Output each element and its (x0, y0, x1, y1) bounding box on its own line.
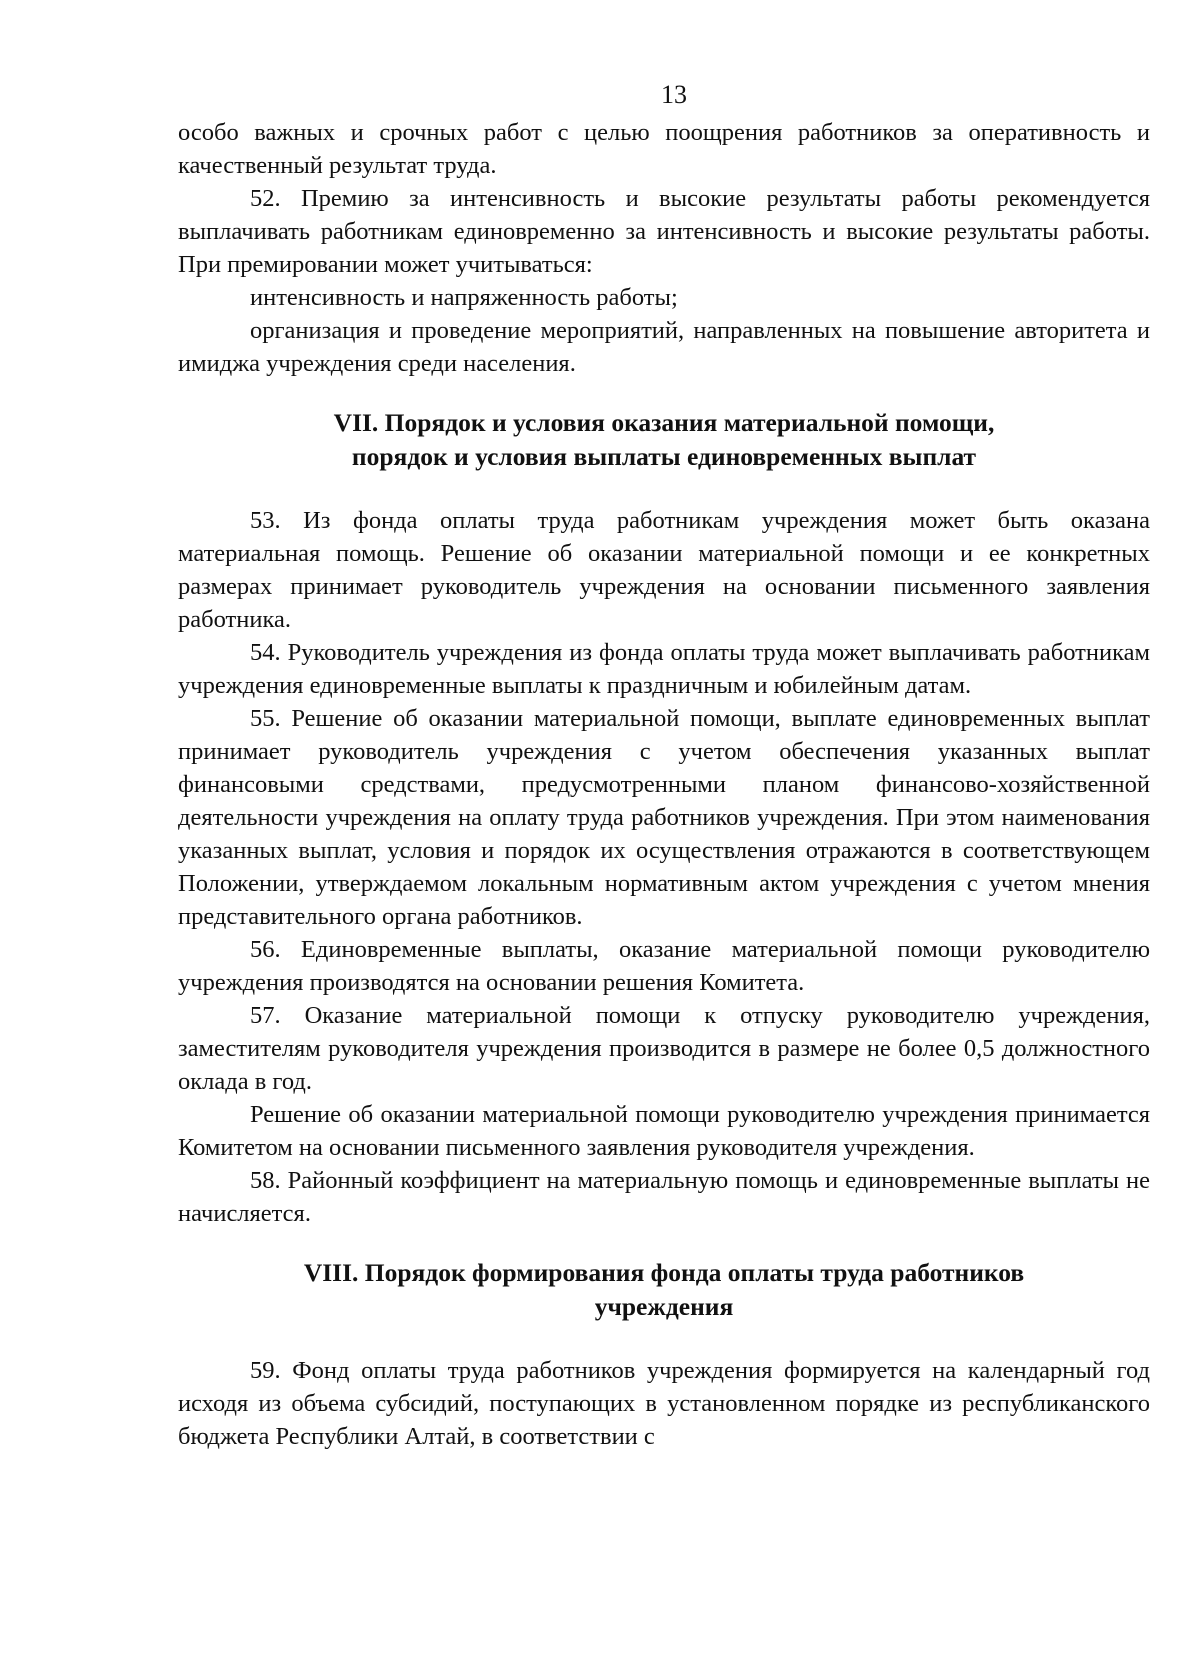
page-number: 13 (661, 80, 687, 109)
paragraph-54: 54. Руководитель учреждения из фонда оплаты труда может выплачивать работникам учреждения единовременные выплаты к праздничным и юбилейным датам. (178, 639, 1150, 699)
section-heading-viii (178, 1256, 1150, 1324)
paragraph-continuation: особо важных и срочных работ с целью поощрения работников за оперативность и качественный результат труда. (178, 119, 1150, 179)
section-heading-vii (178, 406, 1150, 474)
paragraph-56: 56. Единовременные выплаты, оказание материальной помощи руководителю учреждения производятся на основании решения Комитета. (178, 936, 1150, 996)
paragraph-58: 58. Районный коэффициент на материальную помощь и единовременные выплаты не начисляется. (178, 1167, 1150, 1227)
section-heading-viii-line-1: VIII. Порядок формирования фонда оплаты труда работников (303, 1258, 1025, 1287)
document-page (178, 70, 1150, 1453)
section-heading-vii-line-2: порядок и условия выплаты единовременных выплат (351, 442, 977, 471)
paragraph-52: 52. Премию за интенсивность и высокие результаты работы рекомендуется выплачивать работникам единовременно за интенсивность и высокие результаты работы. При премировании может учитываться: (178, 185, 1150, 278)
paragraph-59: 59. Фонд оплаты труда работников учреждения формируется на календарный год исходя из объема субсидий, поступающих в установленном порядке из республиканского бюджета Республики Алтай, в соответствии с (178, 1357, 1150, 1450)
paragraph-57: 57. Оказание материальной помощи к отпуску руководителю учреждения, заместителям руководителя учреждения производится в размере не более 0,5 должностного оклада в год. (178, 1002, 1150, 1095)
section-heading-vii-line-1: VII. Порядок и условия оказания материальной помощи, (333, 408, 995, 437)
spacer (178, 1324, 1150, 1354)
list-item-events: организация и проведение мероприятий, направленных на повышение авторитета и имиджа учреждения среди населения. (178, 317, 1150, 377)
spacer (178, 380, 1150, 406)
paragraph-57-decision: Решение об оказании материальной помощи руководителю учреждения принимается Комитетом на основании письменного заявления руководителя учреждения. (178, 1101, 1150, 1161)
spacer (178, 1230, 1150, 1256)
spacer (178, 474, 1150, 504)
section-heading-viii-line-2: учреждения (594, 1292, 734, 1321)
list-item-intensity: интенсивность и напряженность работы; (250, 284, 678, 311)
paragraph-53: 53. Из фонда оплаты труда работникам учреждения может быть оказана материальная помощь. Решение об оказании материальной помощи и ее конкретных размерах принимает руководитель учреждения на основании письменного заявления работника. (178, 507, 1150, 633)
paragraph-55: 55. Решение об оказании материальной помощи, выплате единовременных выплат принимает руководитель учреждения с учетом обеспечения указанных выплат финансовыми средствами, предусмотренными планом финансово-хозяйственной деятельности учреждения на оплату труда работников учреждения. При этом наименования указанных выплат, условия и порядок их осуществления отражаются в соответствующем Положении, утверждаемом локальным нормативным актом учреждения с учетом мнения представительного органа работников. (178, 705, 1150, 930)
